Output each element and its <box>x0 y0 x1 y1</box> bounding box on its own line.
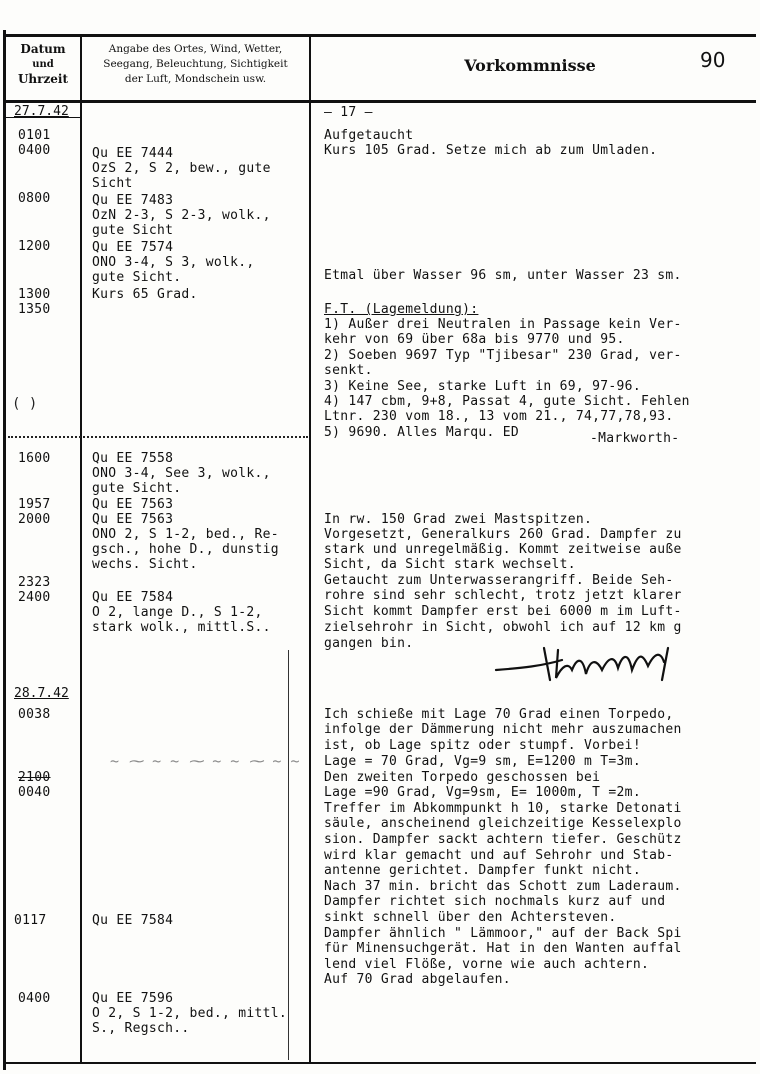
event-line: 5) 9690. Alles Marqu. ED <box>324 425 520 440</box>
time-entry: 2100 <box>18 770 51 785</box>
location-entry: gute Sicht. <box>92 270 182 285</box>
time-entry: 2400 <box>18 590 51 605</box>
time-entry: 0800 <box>18 191 51 206</box>
event-line: Auf 70 Grad abgelaufen. <box>324 972 511 987</box>
location-entry: ONO 3-4, S 3, wolk., <box>92 255 255 270</box>
event-line: lend viel Flöße, vorne wie auch achtern. <box>324 957 650 972</box>
event-line: 2) Soeben 9697 Typ "Tjibesar" 230 Grad, ver- <box>324 348 682 363</box>
location-entry: Qu EE 7584 <box>92 913 174 928</box>
event-line: zielsehrohr in Sicht, obwohl ich auf 12 km g <box>324 620 682 635</box>
header-angabe-line: Seegang, Beleuchtung, Sichtigkeit <box>103 58 288 70</box>
event-line: stark und unregelmäßig. Kommt zeitweise auße <box>324 542 682 557</box>
header-datum-line: Datum <box>20 42 66 56</box>
event-line: gangen bin. <box>324 636 414 651</box>
column-rule-extra <box>288 650 289 1060</box>
event-line: Sicht, da Sicht stark wechselt. <box>324 557 576 572</box>
event-line: F.T. (Lagemeldung): <box>324 302 479 317</box>
event-line: Lage = 70 Grad, Vg=9 sm, E=1200 m T=3m. <box>324 754 641 769</box>
location-entry: Qu EE 7558 <box>92 451 174 466</box>
event-line: kehr von 69 über 68a bis 9770 und 95. <box>324 332 625 347</box>
header-datum <box>6 42 80 87</box>
location-entry: S., Regsch.. <box>92 1021 190 1036</box>
event-line: wird klar gemacht und auf Sehrohr und Stab- <box>324 848 674 863</box>
location-entry: ONO 3-4, See 3, wolk., <box>92 466 271 481</box>
event-line: Den zweiten Torpedo geschossen bei <box>324 770 601 785</box>
event-line: Dampfer ähnlich " Lämmoor," auf der Back Spi <box>324 926 682 941</box>
location-entry: gute Sicht <box>92 223 174 238</box>
location-entry: gsch., hohe D., dunstig <box>92 542 279 557</box>
event-line: — 17 — <box>324 105 373 120</box>
location-entry: OzN 2-3, S 2-3, wolk., <box>92 208 271 223</box>
time-entry: 0038 <box>18 707 51 722</box>
event-line: 1) Außer drei Neutralen in Passage kein Ver- <box>324 317 682 332</box>
location-entry: O 2, S 1-2, bed., mittl. <box>92 1006 288 1021</box>
header-bottom-rule <box>4 100 756 103</box>
left-border <box>3 30 6 1070</box>
event-line: ist, ob Lage spitz oder stumpf. Vorbei! <box>324 738 641 753</box>
location-entry: ONO 2, S 1-2, bed., Re- <box>92 527 279 542</box>
bottom-rule <box>4 1062 756 1064</box>
column-rule-1 <box>80 34 82 1064</box>
time-entry: 0400 <box>18 143 51 158</box>
event-line: Sicht kommt Dampfer erst bei 6000 m im Luft- <box>324 604 682 619</box>
event-line: -Markworth- <box>590 431 680 446</box>
event-line: Ich schieße mit Lage 70 Grad einen Torpedo, <box>324 707 674 722</box>
date-entry: 27.7.42 <box>14 104 69 119</box>
event-line: Etmal über Wasser 96 sm, unter Wasser 23 sm. <box>324 268 682 283</box>
time-entry: 0040 <box>18 785 51 800</box>
header-angabe <box>82 42 309 87</box>
location-entry: Qu EE 7563 <box>92 497 174 512</box>
location-entry: Qu EE 7444 <box>92 146 174 161</box>
location-entry: OzS 2, S 2, bew., gute <box>92 161 271 176</box>
location-entry: Kurs 65 Grad. <box>92 287 198 302</box>
location-entry: O 2, lange D., S 1-2, <box>92 605 263 620</box>
header-vorkommnisse: Vorkommnisse <box>464 56 596 75</box>
date-entry: 28.7.42 <box>14 686 69 701</box>
event-line: säule, anscheinend gleichzeitige Kesselexplo <box>324 816 682 831</box>
location-entry: Qu EE 7563 <box>92 512 174 527</box>
event-line: In rw. 150 Grad zwei Mastspitzen. <box>324 512 593 527</box>
event-line: 3) Keine See, starke Luft in 69, 97-96. <box>324 379 641 394</box>
time-entry: 1600 <box>18 451 51 466</box>
event-line: Lage =90 Grad, Vg=9sm, E= 1000m, T =2m. <box>324 785 641 800</box>
time-entry: 0117 <box>14 913 47 928</box>
handwritten-signature <box>492 640 682 690</box>
time-entry: 1957 <box>18 497 51 512</box>
event-line: 4) 147 cbm, 9+8, Passat 4, gute Sicht. Fehlen <box>324 394 690 409</box>
header-angabe-line: der Luft, Mondschein usw. <box>124 73 267 85</box>
event-line: rohre sind sehr schlecht, trotz jetzt klarer <box>324 588 682 603</box>
event-line: senkt. <box>324 363 373 378</box>
event-line: Getaucht zum Unterwasserangriff. Beide Seh- <box>324 573 674 588</box>
location-entry: Qu EE 7596 <box>92 991 174 1006</box>
location-entry: Qu EE 7574 <box>92 240 174 255</box>
time-entry: 1350 <box>18 302 51 317</box>
time-entry: 1300 <box>18 287 51 302</box>
location-entry: Qu EE 7584 <box>92 590 174 605</box>
event-line: für Minensuchgerät. Hat in den Wanten auffal <box>324 941 682 956</box>
location-entry: gute Sicht. <box>92 481 182 496</box>
time-entry: 2000 <box>18 512 51 527</box>
event-line: sion. Dampfer sackt achtern tiefer. Geschütz <box>324 832 682 847</box>
event-line: infolge der Dämmerung nicht mehr auszumachen <box>324 722 682 737</box>
event-line: Dampfer richtet sich nochmals kurz auf und <box>324 894 666 909</box>
event-line: Treffer im Abkommpunkt h 10, starke Detonati <box>324 801 682 816</box>
event-line: Kurs 105 Grad. Setze mich ab zum Umladen. <box>324 143 658 158</box>
page-number: 90 <box>700 48 726 72</box>
faded-bleed-through: ~ ⁓ ~ ~ ⁓ ~ ~ ⁓ ~ ~ <box>110 752 300 770</box>
header-angabe-line: Angabe des Ortes, Wind, Wetter, <box>108 43 283 55</box>
event-line: Nach 37 min. bricht das Schott zum Laderaum. <box>324 879 682 894</box>
event-line: sinkt schnell über den Achtersteven. <box>324 910 617 925</box>
location-entry: wechs. Sicht. <box>92 557 198 572</box>
event-line: Ltnr. 230 vom 18., 13 vom 21., 74,77,78,93. <box>324 409 674 424</box>
event-line: Aufgetaucht <box>324 128 414 143</box>
event-line: Vorgesetzt, Generalkurs 260 Grad. Dampfer zu <box>324 527 682 542</box>
event-line: antenne gerichtet. Dampfer funkt nicht. <box>324 863 641 878</box>
time-entry: 0400 <box>18 991 51 1006</box>
location-entry: stark wolk., mittl.S.. <box>92 620 271 635</box>
header-datum-line: Uhrzeit <box>17 72 69 86</box>
location-entry: Qu EE 7483 <box>92 193 174 208</box>
margin-mark: ( ) <box>12 396 38 412</box>
time-entry: 0101 <box>18 128 51 143</box>
separator-dots <box>8 436 308 438</box>
time-entry: 1200 <box>18 239 51 254</box>
time-entry: 2323 <box>18 575 51 590</box>
header-datum-line: und <box>32 59 54 70</box>
column-rule-2 <box>309 34 311 1064</box>
location-entry: Sicht <box>92 176 133 191</box>
top-rule <box>4 34 756 37</box>
